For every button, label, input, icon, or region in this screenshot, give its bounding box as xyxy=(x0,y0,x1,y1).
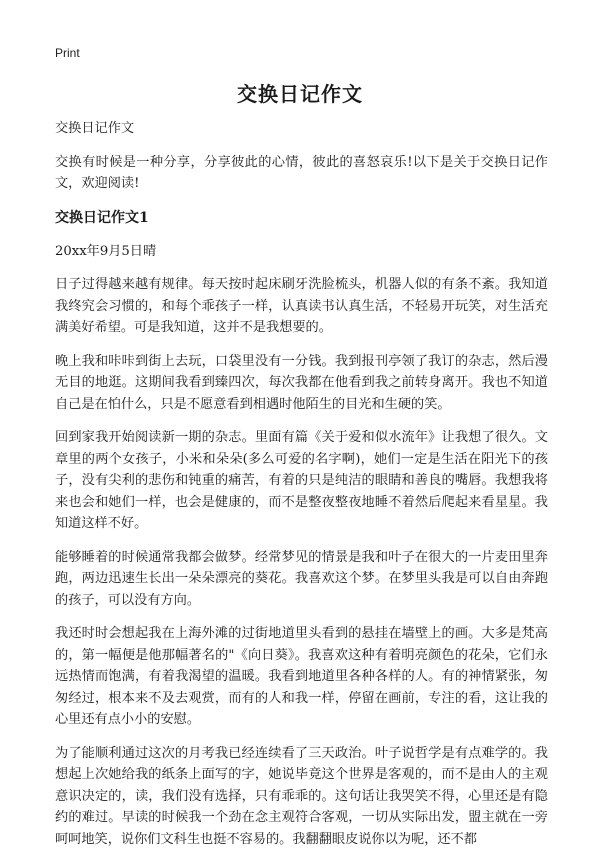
intro-paragraph: 交换有时候是一种分享，分享彼此的心情，彼此的喜怒哀乐!以下是关于交换日记作文，欢迎阅读! xyxy=(55,154,548,191)
page-title: 交换日记作文 xyxy=(237,82,363,106)
paragraph: 晚上我和咔咔到街上去玩，口袋里没有一分钱。我到报刊亭领了我订的杂志，然后漫无目的地逛。这期间我看到臻四次，每次我都在他看到我之前转身离开。我也不知道自己是在怕什么，只是不愿意看到相遇时他陌生的目光和生硬的笑。 xyxy=(55,353,548,412)
print-link[interactable]: Print xyxy=(55,46,80,60)
paragraph: 我还时时会想起我在上海外滩的过街地道里头看到的悬挂在墙壁上的画。大多是梵高的，第一幅便是他那幅著名的"《向日葵》。我喜欢这种有着明亮颜色的花朵，它们永远热情而饱满，有着我渴望的温暖。我看到地道里各种各样的人。有的神情紧张，匆匆经过，根本来不及去观赏，而有的人和我一样，停留在画前，专注的看，这让我的心里还有点小小的安慰。 xyxy=(55,626,548,727)
article-body xyxy=(55,118,548,862)
subtitle: 交换日记作文 xyxy=(55,121,135,136)
section-heading: 交换日记作文1 xyxy=(55,209,149,226)
paragraph: 为了能顺利通过这次的月考我已经连续看了三天政治。叶子说哲学是有点难学的。我想起上次她给我的纸条上面写的字，她说毕竟这个世界是客观的，而不是由人的主观意识决定的，读，我们没有选择，只有乖乖的。这句话让我哭笑不得，心里还是有隐约的难过。早读的时候我一个劲在念主观符合客观，一切从实际出发，盟主就在一旁呵呵地笑，说你们文科生也挺不容易的。我翻翻眼皮说你以为呢，还不都 xyxy=(55,745,548,847)
paragraph: 能够睡着的时候通常我都会做梦。经常梦见的情景是我和叶子在很大的一片麦田里奔跑，两边迅速生长出一朵朵漂亮的葵花。我喜欢这个梦。在梦里头我是可以自由奔跑的孩子，可以没有方向。 xyxy=(55,549,548,608)
diary-date: 20xx年9月5日晴 xyxy=(55,243,157,259)
paragraph: 回到家我开始阅读新一期的杂志。里面有篇《关于爱和似水流年》让我想了很久。文章里的两个女孩子，小米和朵朵(多么可爱的名字啊)，她们一定是生活在阳光下的孩子，没有尖利的悲伤和钝重的痛苦，有着的只是纯洁的眼睛和善良的嘴唇。我想我将来也会和她们一样，也会是健康的，而不是整夜整夜地睡不着然后爬起来看星星。我知道这样不好。 xyxy=(55,430,548,531)
paragraph: 日子过得越来越有规律。每天按时起床刷牙洗脸梳头，机器人似的有条不紊。我知道我终究会习惯的，和每个乖孩子一样，认真读书认真生活，不轻易开玩笑，对生活充满美好希望。可是我知道，这并不是我想要的。 xyxy=(55,277,548,335)
